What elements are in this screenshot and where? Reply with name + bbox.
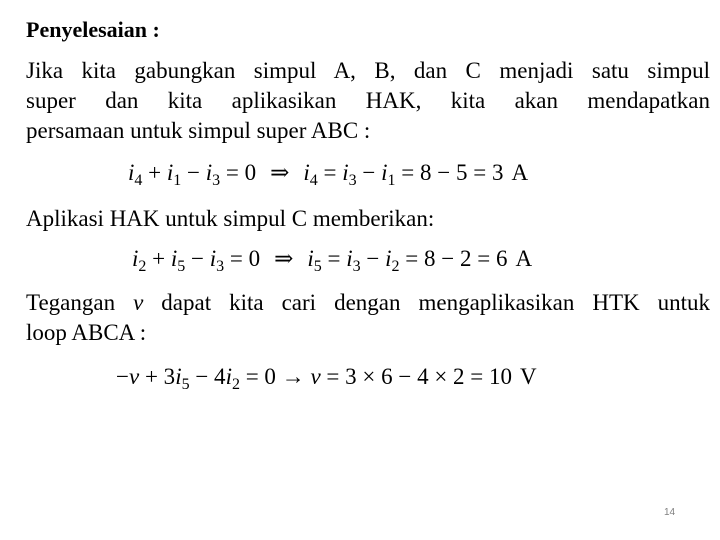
- intro-line-3: persamaan untuk simpul super ABC :: [26, 118, 371, 143]
- implies-icon: ⇒: [270, 160, 290, 185]
- equation-2: $i_2 + i_5 - i_3 = 0$ ⇒ $i_5 = i_3 - i_2 = 8 - 2 = 6$ A: [132, 246, 533, 275]
- htk-line-1: Tegangan v dapat kita cari dengan mengaplikasikan HTK untuk: [26, 290, 710, 315]
- right-arrow-icon: →: [281, 364, 305, 389]
- page-number: 14: [664, 507, 676, 518]
- section-heading: Penyelesaian :: [26, 17, 160, 42]
- htk-paragraph: [26, 288, 710, 348]
- implies-icon: ⇒: [274, 246, 294, 271]
- equation-3: $-v + 3i_5 - 4i_2 = 0 \to v = 3 \times 6 - 4 \times 2 = 10$ V: [116, 364, 537, 393]
- htk-line-2: loop ABCA :: [26, 320, 147, 345]
- intro-line-2: super dan kita aplikasikan HAK, kita akan mendapatkan: [26, 88, 710, 113]
- hak-c-line: Aplikasi HAK untuk simpul C memberikan:: [26, 206, 435, 231]
- intro-paragraph: [26, 56, 710, 146]
- hak-c-paragraph: [26, 204, 710, 234]
- intro-line-1: Jika kita gabungkan simpul A, B, dan C menjadi satu simpul: [26, 58, 710, 83]
- equation-1: $i_4 + i_1 - i_3 = 0$ ⇒ $i_4 = i_3 - i_1 = 8 - 5 = 3$ A: [128, 160, 529, 189]
